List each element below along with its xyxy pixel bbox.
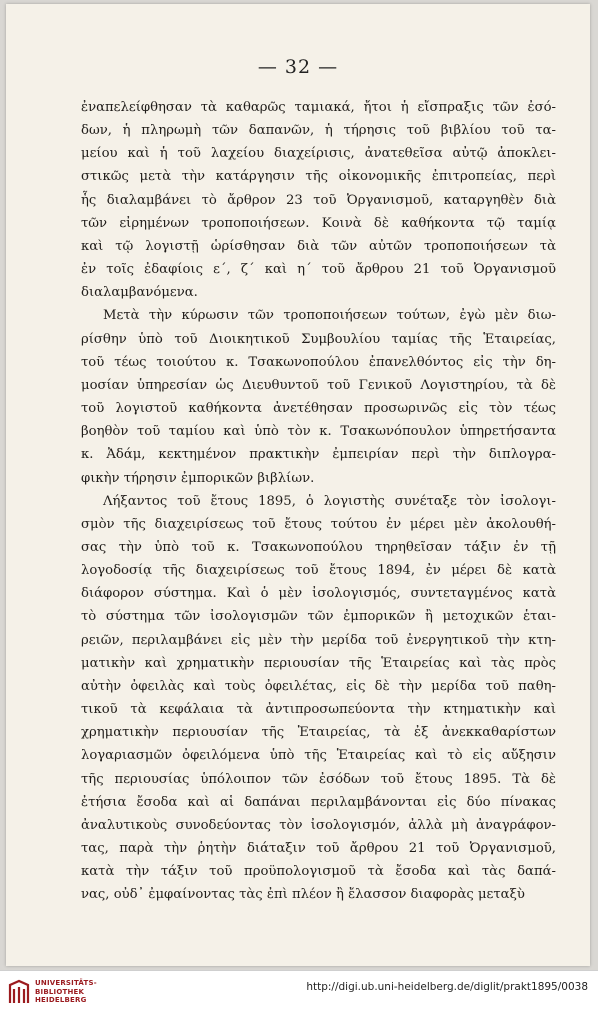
paragraph-1 [81,96,556,304]
scanned-page [6,4,590,966]
text-line: τικοῦ τὰ κεφάλαια τὰ ἀντιπροσωπεύοντα τὴν κτηματικὴν καὶ [81,702,556,718]
text-line: καὶ τῷ λογιστῇ ὡρίσθησαν διὰ τῶν αὐτῶν τροποποιήσεων τὰ [81,238,556,254]
text-line: λογαριασμῶν ὀφειλόμενα ὑπὸ τῆς Ἑταιρείας καὶ τὸ εἰς αὔξησιν [81,748,556,764]
logo-line: HEIDELBERG [35,996,87,1004]
text-line: τῆς περιουσίας ὑπόλοιπον τῶν ἐσόδων τοῦ ἔτους 1895. Τὰ δὲ [81,771,556,787]
text-line: στικῶς μετὰ τὴν κατάργησιν τῆς οἰκονομικῆς ἐπιτροπείας, περὶ [81,169,556,185]
text-line: ἐν τοῖς ἐδαφίοις ε΄, ζ΄ καὶ η΄ τοῦ ἄρθρου 21 τοῦ Ὀργανισμοῦ [81,262,556,278]
text-line: ἀναλυτικοὺς συνοδεύοντας τὸν ἰσολογισμόν, ἀλλὰ μὴ ἀναγράφον- [81,817,556,833]
library-logo-icon [8,979,30,1005]
text-line: δων, ἡ πληρωμὴ τῶν δαπανῶν, ἡ τήρησις τοῦ βιβλίου τοῦ τα- [81,123,556,139]
text-line: μείου καὶ ἡ τοῦ λαχείου διαχείρισις, ἀνατεθεῖσα αὐτῷ ἀποκλει- [81,146,556,162]
text-line: αὐτὴν ὀφειλὰς καὶ τοὺς ὀφειλέτας, εἰς δὲ τὴν μερίδα τοῦ παθη- [81,678,556,694]
text-line: τοῦ λογιστοῦ καθήκοντα ἀνετέθησαν προσωρινῶς εἰς τὸν τέως [81,401,556,417]
paragraph-3 [81,490,556,907]
text-line: κατὰ τὴν τάξιν τοῦ προϋπολογισμοῦ τὰ ἔσοδα καὶ τὰς δαπά- [81,864,556,880]
text-line: ἐτήσια ἔσοδα καὶ αἱ δαπάναι περιλαμβάνονται εἰς δύο πίνακας [81,794,556,810]
text-line: ἐναπελείφθησαν τὰ καθαρῶς ταμιακά, ἤτοι ἡ εἴσπραξις τῶν ἐσό- [81,100,556,115]
text-line: ἧς διαλαμβάνει τὸ ἄρθρον 23 τοῦ Ὀργανισμοῦ, καταργηθὲν διὰ [81,192,556,208]
text-line: σμὸν τῆς διαχειρίσεως τοῦ ἔτους τούτου ἐν μέρει μὲν ἀκολουθή- [81,516,556,532]
logo-line: UNIVERSITÄTS- [35,979,97,987]
text-line: φικὴν τήρησιν ἐμπορικῶν βιβλίων. [81,470,315,486]
text-line: λογοδοσίᾳ τῆς διαχειρίσεως τοῦ ἔτους 1894, ἐν μέρει δὲ κατὰ [81,563,556,579]
viewer-footer [0,970,598,1015]
text-line: διάφορον σύστημα. Καὶ ὁ μὲν ἰσολογισμός, συντεταγμένος κατὰ [81,586,556,602]
logo-line: BIBLIOTHEK [35,987,85,996]
permalink-url[interactable]: http://digi.ub.uni-heidelberg.de/diglit/prakt1895/0038 [306,981,588,993]
text-line: τὸ σύστημα τῶν ἰσολογισμῶν τῶν ἐμπορικῶν ἢ μετοχικῶν ἑται- [81,609,556,625]
text-line: τοῦ τέως τοιούτου κ. Τσακωνοπούλου ἐπανελθόντος εἰς τὴν δη- [81,354,556,370]
text-line: βοηθὸν τοῦ ταμίου καὶ ὑπὸ τὸν κ. Τσακωνόπουλον ὑπηρετήσαντα [81,424,556,440]
library-logo-text [35,979,97,1005]
text-line: ματικὴν καὶ χρηματικὴν περιουσίαν τῆς Ἑταιρείας καὶ τὰς πρὸς [81,655,556,671]
text-line: Μετὰ τὴν κύρωσιν τῶν τροποποιήσεων τούτων, ἐγὼ μὲν διω- [103,308,556,324]
text-line: τῶν εἰρημένων τροποποιήσεων. Κοινὰ δὲ καθήκοντα τῷ ταμίᾳ [81,215,556,231]
page-number: — 32 — [257,56,339,78]
paragraph-2 [81,304,556,489]
text-line: διαλαμβανόμενα. [81,285,198,301]
text-line: μοσίαν ὑπηρεσίαν ὡς Διευθυντοῦ τοῦ Γενικοῦ Λογιστηρίου, τὰ δὲ [81,377,556,393]
text-line: νας, οὐδ᾽ ἐμφαίνοντας τὰς ἐπὶ πλέον ἢ ἔλασσον διαφορὰς μεταξὺ [81,887,525,903]
text-line: κ. Ἀδάμ, κεκτημένον πρακτικὴν ἐμπειρίαν περὶ τὴν διπλογρα- [81,447,556,463]
library-logo[interactable] [8,977,118,1011]
text-line: σας τὴν ὑπὸ τοῦ κ. Τσακωνοπούλου τηρηθεῖσαν τάξιν ἐν τῇ [81,539,556,555]
text-line: τας, παρὰ τὴν ῥητὴν διάταξιν τοῦ ἄρθρου 21 τοῦ Ὀργανισμοῦ, [81,841,556,856]
text-line: ρειῶν, περιλαμβάνει εἰς μὲν τὴν μερίδα τοῦ ἐνεργητικοῦ τὴν κτη- [81,632,556,648]
text-line: ρίσθην ὑπὸ τοῦ Διοικητικοῦ Συμβουλίου ταμίας τῆς Ἑταιρείας, [81,331,556,347]
body-text [81,96,556,906]
text-line: Λήξαντος τοῦ ἔτους 1895, ὁ λογιστὴς συνέταξε τὸν ἰσολογι- [103,493,556,509]
text-line: χρηματικὴν περιουσίαν τῆς Ἑταιρείας, τὰ ἐξ ἀνεκκαθαρίστων [81,725,556,741]
